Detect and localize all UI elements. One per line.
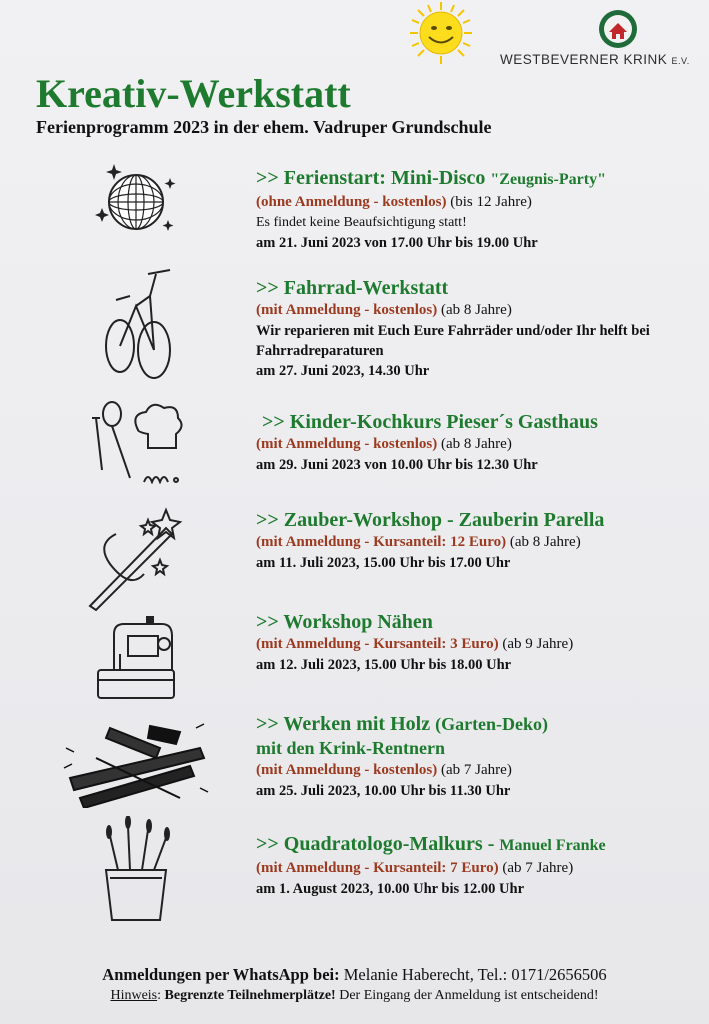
event-date: am 21. Juni 2023 von 17.00 Uhr bis 19.00 Uhr [256, 235, 538, 251]
footer-hint [0, 988, 709, 1004]
event-date: am 27. Juni 2023, 14.30 Uhr [256, 363, 430, 379]
event-title-text: >> Ferienstart: Mini-Disco [256, 167, 486, 189]
tools-icon [60, 718, 210, 808]
contact-label: Anmeldungen per WhatsApp bei: [102, 965, 340, 984]
event-title [256, 166, 696, 192]
age-info: (ab 8 Jahre) [509, 534, 581, 550]
hint-text: Der Eingang der Anmeldung ist entscheidend! [339, 988, 599, 1003]
event-title: >> Zauber-Workshop - Zauberin Parella [256, 509, 605, 531]
event-date: am 29. Juni 2023 von 10.00 Uhr bis 12.30 Uhr [256, 457, 538, 473]
cooking-icon [90, 400, 186, 484]
event-registration [256, 858, 696, 879]
registration-info: (mit Anmeldung - kostenlos) [256, 762, 438, 778]
event-title-extra: Manuel Franke [499, 837, 606, 854]
event-date: am 1. August 2023, 10.00 Uhr bis 12.00 Uhr [256, 881, 525, 897]
event-registration [256, 760, 696, 781]
age-info: (ab 7 Jahre) [502, 860, 574, 876]
organization-name-text: WESTBEVERNER KRINK [500, 52, 668, 67]
event-date: am 12. Juli 2023, 15.00 Uhr bis 18.00 Uhr [256, 657, 512, 673]
sun-icon [398, 0, 484, 66]
registration-info: (mit Anmeldung - kostenlos) [256, 302, 438, 318]
registration-info: (mit Anmeldung - Kursanteil: 3 Euro) [256, 636, 499, 652]
page-title: Kreativ-Werkstatt [36, 71, 351, 116]
age-info: (ab 8 Jahre) [441, 302, 512, 318]
age-info: (bis 12 Jahre) [450, 194, 532, 210]
bicycle-icon [100, 266, 180, 382]
krink-logo-icon [590, 8, 646, 50]
event-registration [256, 434, 696, 455]
hint-label: Hinweis [110, 988, 158, 1003]
contact-info: Melanie Haberecht, Tel.: 0171/2656506 [343, 965, 607, 984]
event-registration [256, 192, 696, 213]
organization-suffix: E.V. [671, 56, 690, 66]
event-quadratologo-malkurs [256, 832, 696, 900]
registration-info: (mit Anmeldung - kostenlos) [256, 436, 438, 452]
event-registration [256, 532, 696, 553]
event-registration [256, 634, 696, 655]
event-title-text: >> Werken mit Holz [256, 713, 431, 735]
paint-brushes-icon [96, 816, 176, 922]
event-title [256, 832, 696, 858]
organization-name [500, 52, 700, 67]
hint-bold-text: Begrenzte Teilnehmerplätze! [164, 988, 336, 1003]
event-mini-disco [256, 166, 696, 254]
age-info: (ab 7 Jahre) [441, 762, 512, 778]
event-title: >> Kinder-Kochkurs Pieser´s Gasthaus [262, 411, 598, 433]
event-title-text: >> Quadratologo-Malkurs - [256, 833, 495, 855]
registration-info: (mit Anmeldung - Kursanteil: 7 Euro) [256, 860, 499, 876]
event-note: Wir reparieren mit Euch Eure Fahrräder und/oder Ihr helft bei Fahrradreparaturen [256, 323, 650, 359]
event-title: >> Workshop Nähen [256, 611, 433, 633]
event-title [256, 712, 696, 736]
event-kinder-kochkurs [256, 410, 696, 476]
registration-info: (mit Anmeldung - Kursanteil: 12 Euro) [256, 534, 507, 550]
event-title-line2: mit den Krink-Rentnern [256, 738, 445, 758]
event-note: Es findet keine Beaufsichtigung statt! [256, 215, 467, 230]
page-subtitle: Ferienprogramm 2023 in der ehem. Vadruper Grundschule [36, 117, 492, 137]
event-fahrrad-werkstatt [256, 276, 696, 382]
disco-ball-icon [92, 162, 176, 238]
event-title: >> Fahrrad-Werkstatt [256, 277, 449, 299]
registration-info: (ohne Anmeldung - kostenlos) [256, 194, 447, 210]
event-registration [256, 300, 696, 321]
event-date: am 11. Juli 2023, 15.00 Uhr bis 17.00 Uhr [256, 555, 511, 571]
sewing-machine-icon [94, 614, 180, 702]
age-info: (ab 8 Jahre) [441, 436, 512, 452]
event-werken-mit-holz [256, 712, 696, 802]
event-workshop-naehen [256, 610, 696, 676]
footer-contact [0, 965, 709, 985]
magic-wand-icon [86, 506, 190, 612]
event-title-extra: (Garten-Deko) [435, 714, 549, 734]
event-date: am 25. Juli 2023, 10.00 Uhr bis 11.30 Uhr [256, 783, 511, 799]
event-zauber-workshop [256, 508, 696, 574]
age-info: (ab 9 Jahre) [502, 636, 574, 652]
hint-colon: : [157, 988, 162, 1003]
event-title-extra: "Zeugnis-Party" [490, 171, 606, 188]
